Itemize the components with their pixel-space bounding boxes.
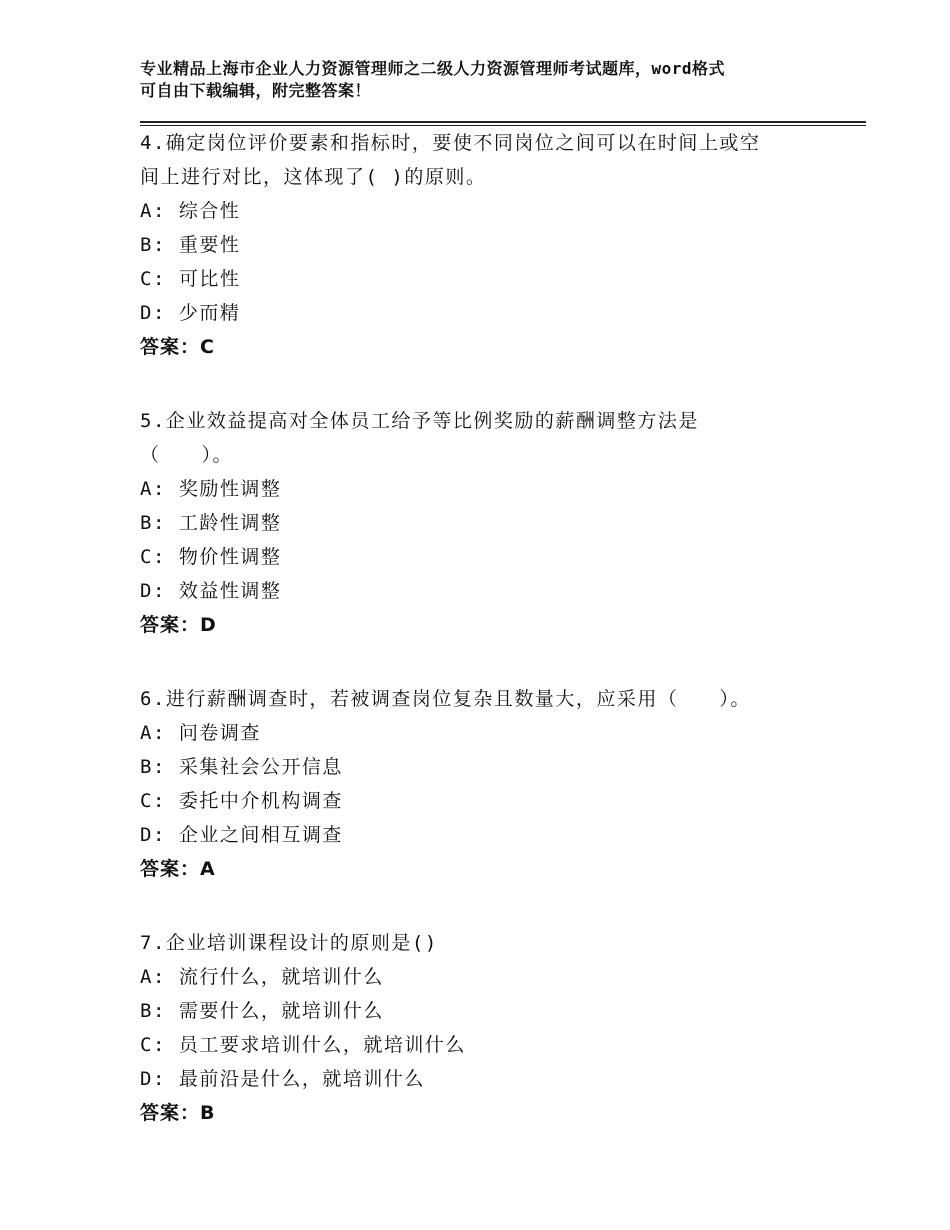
option-a: A: 综合性	[140, 200, 241, 222]
option-b: B: 重要性	[140, 234, 241, 256]
question-stem-line: 6.进行薪酬调查时，若被调查岗位复杂且数量大，应采用（ ）。	[140, 688, 751, 710]
question-stem-line: 7.企业培训课程设计的原则是()	[140, 932, 438, 954]
header-line-1: 专业精品上海市企业人力资源管理师之二级人力资源管理师考试题库，word格式	[140, 59, 726, 78]
option-a: A: 流行什么，就培训什么	[140, 966, 384, 988]
question-5	[140, 404, 840, 642]
question-list	[140, 126, 840, 1170]
option-b: B: 需要什么，就培训什么	[140, 1000, 384, 1022]
option-c: C: 物价性调整	[140, 546, 282, 568]
option-d: D: 少而精	[140, 302, 241, 324]
question-7	[140, 926, 840, 1130]
question-stem-line: 间上进行对比，这体现了( )的原则。	[140, 166, 487, 188]
option-b: B: 工龄性调整	[140, 512, 282, 534]
answer-line: 答案：C	[140, 336, 215, 358]
header-divider-thick	[140, 121, 866, 123]
option-c: C: 员工要求培训什么，就培训什么	[140, 1034, 466, 1056]
question-stem-line: （ ）。	[140, 444, 234, 466]
option-a: A: 奖励性调整	[140, 478, 282, 500]
option-a: A: 问卷调查	[140, 722, 261, 744]
answer-line: 答案：B	[140, 1102, 216, 1124]
question-stem-line: 5.企业效益提高对全体员工给予等比例奖励的薪酬调整方法是	[140, 410, 699, 432]
question-6	[140, 682, 840, 886]
question-stem-line: 4.确定岗位评价要素和指标时，要使不同岗位之间可以在时间上或空	[140, 132, 761, 154]
option-d: D: 最前沿是什么，就培训什么	[140, 1068, 425, 1090]
document-header	[140, 58, 840, 102]
option-c: C: 可比性	[140, 268, 241, 290]
option-d: D: 企业之间相互调查	[140, 824, 343, 846]
header-line-2: 可自由下载编辑，附完整答案！	[140, 81, 372, 100]
answer-line: 答案：A	[140, 858, 216, 880]
option-d: D: 效益性调整	[140, 580, 282, 602]
answer-line: 答案：D	[140, 614, 217, 636]
question-4	[140, 126, 840, 364]
option-c: C: 委托中介机构调查	[140, 790, 343, 812]
option-b: B: 采集社会公开信息	[140, 756, 343, 778]
